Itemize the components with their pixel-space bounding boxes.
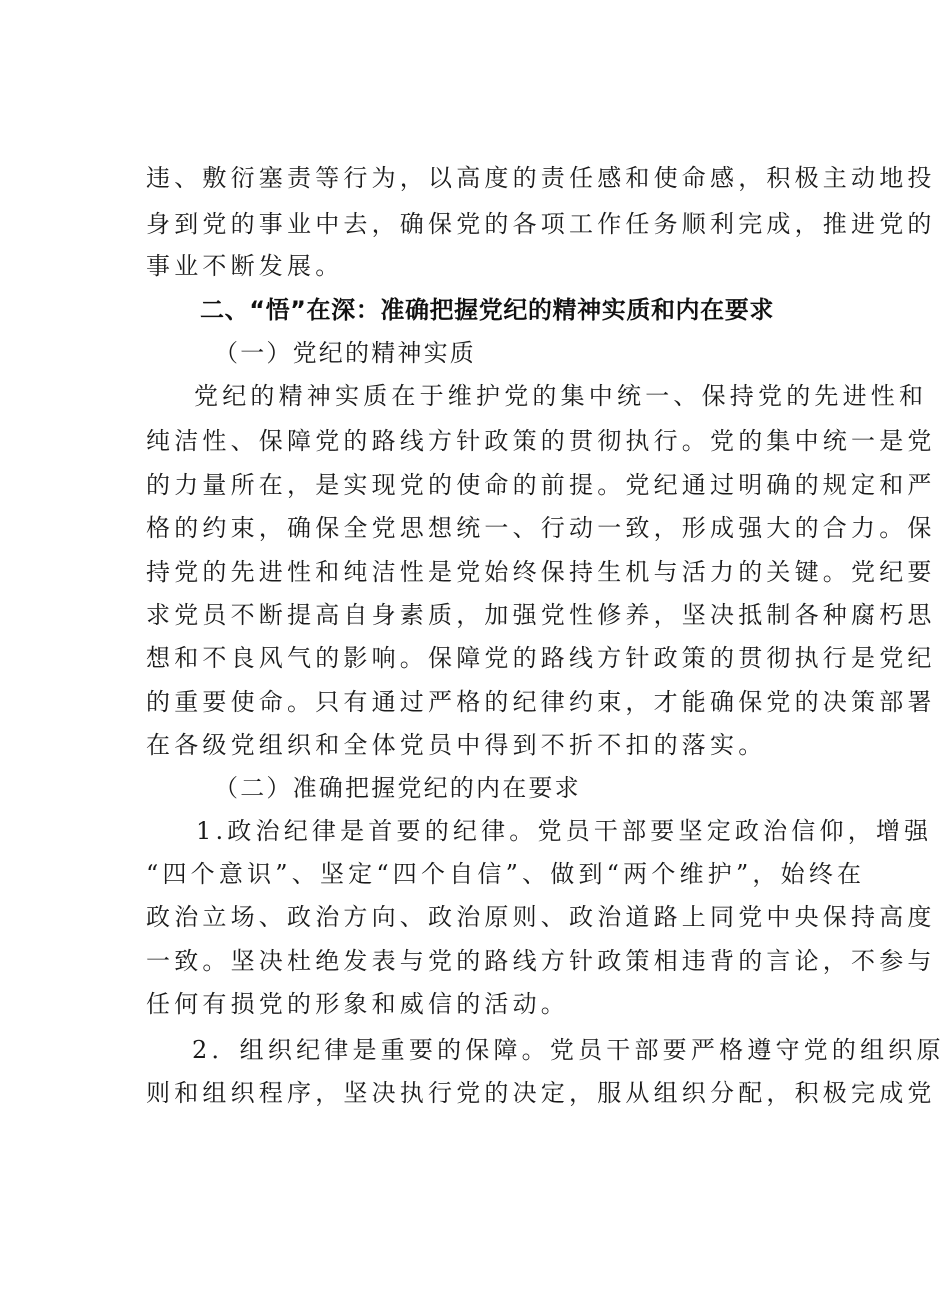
paragraph-line: 求党员不断提高自身素质，加强党性修养，坚决抵制各种腐朽思	[146, 601, 936, 629]
paragraph-line: 违、敷衍塞责等行为，以高度的责任感和使命感，积极主动地投	[146, 164, 936, 192]
paragraph-line: 想和不良风气的影响。保障党的路线方针政策的贯彻执行是党纪	[146, 644, 936, 672]
paragraph-line: 格的约束，确保全党思想统一、行动一致，形成强大的合力。保	[146, 514, 936, 542]
paragraph-line: 的重要使命。只有通过严格的纪律约束，才能确保党的决策部署	[146, 688, 936, 716]
paragraph-line: 纯洁性、保障党的路线方针政策的贯彻执行。党的集中统一是党	[146, 427, 936, 455]
paragraph-line: 事业不断发展。	[146, 252, 344, 280]
paragraph-line: 2．组织纪律是重要的保障。党员干部要严格遵守党的组织原	[192, 1036, 945, 1064]
paragraph-line: 1.政治纪律是首要的纪律。党员干部要坚定政治信仰，增强	[196, 817, 933, 845]
subsection-heading: （二）准确把握党纪的内在要求	[214, 774, 581, 802]
paragraph-line: 在各级党组织和全体党员中得到不折不扣的落实。	[146, 731, 767, 759]
subsection-heading: （一）党纪的精神实质	[214, 339, 476, 367]
paragraph-line: 一致。坚决杜绝发表与党的路线方针政策相违背的言论，不参与	[146, 947, 936, 975]
paragraph-line: 持党的先进性和纯洁性是党始终保持生机与活力的关键。党纪要	[146, 558, 936, 586]
section-heading: 二、“悟”在深：准确把握党纪的精神实质和内在要求	[200, 296, 774, 324]
paragraph-line: 身到党的事业中去，确保党的各项工作任务顺利完成，推进党的	[146, 210, 936, 238]
paragraph-line: 的力量所在，是实现党的使命的前提。党纪通过明确的规定和严	[146, 471, 936, 499]
paragraph-line: “四个意识”、坚定“四个自信”、做到“两个维护”，始终在	[146, 860, 866, 888]
paragraph-line: 任何有损党的形象和威信的活动。	[146, 990, 569, 1018]
paragraph-line: 党纪的精神实质在于维护党的集中统一、保持党的先进性和	[194, 382, 928, 410]
paragraph-line: 则和组织程序，坚决执行党的决定，服从组织分配，积极完成党	[146, 1079, 936, 1107]
paragraph-line: 政治立场、政治方向、政治原则、政治道路上同党中央保持高度	[146, 903, 936, 931]
